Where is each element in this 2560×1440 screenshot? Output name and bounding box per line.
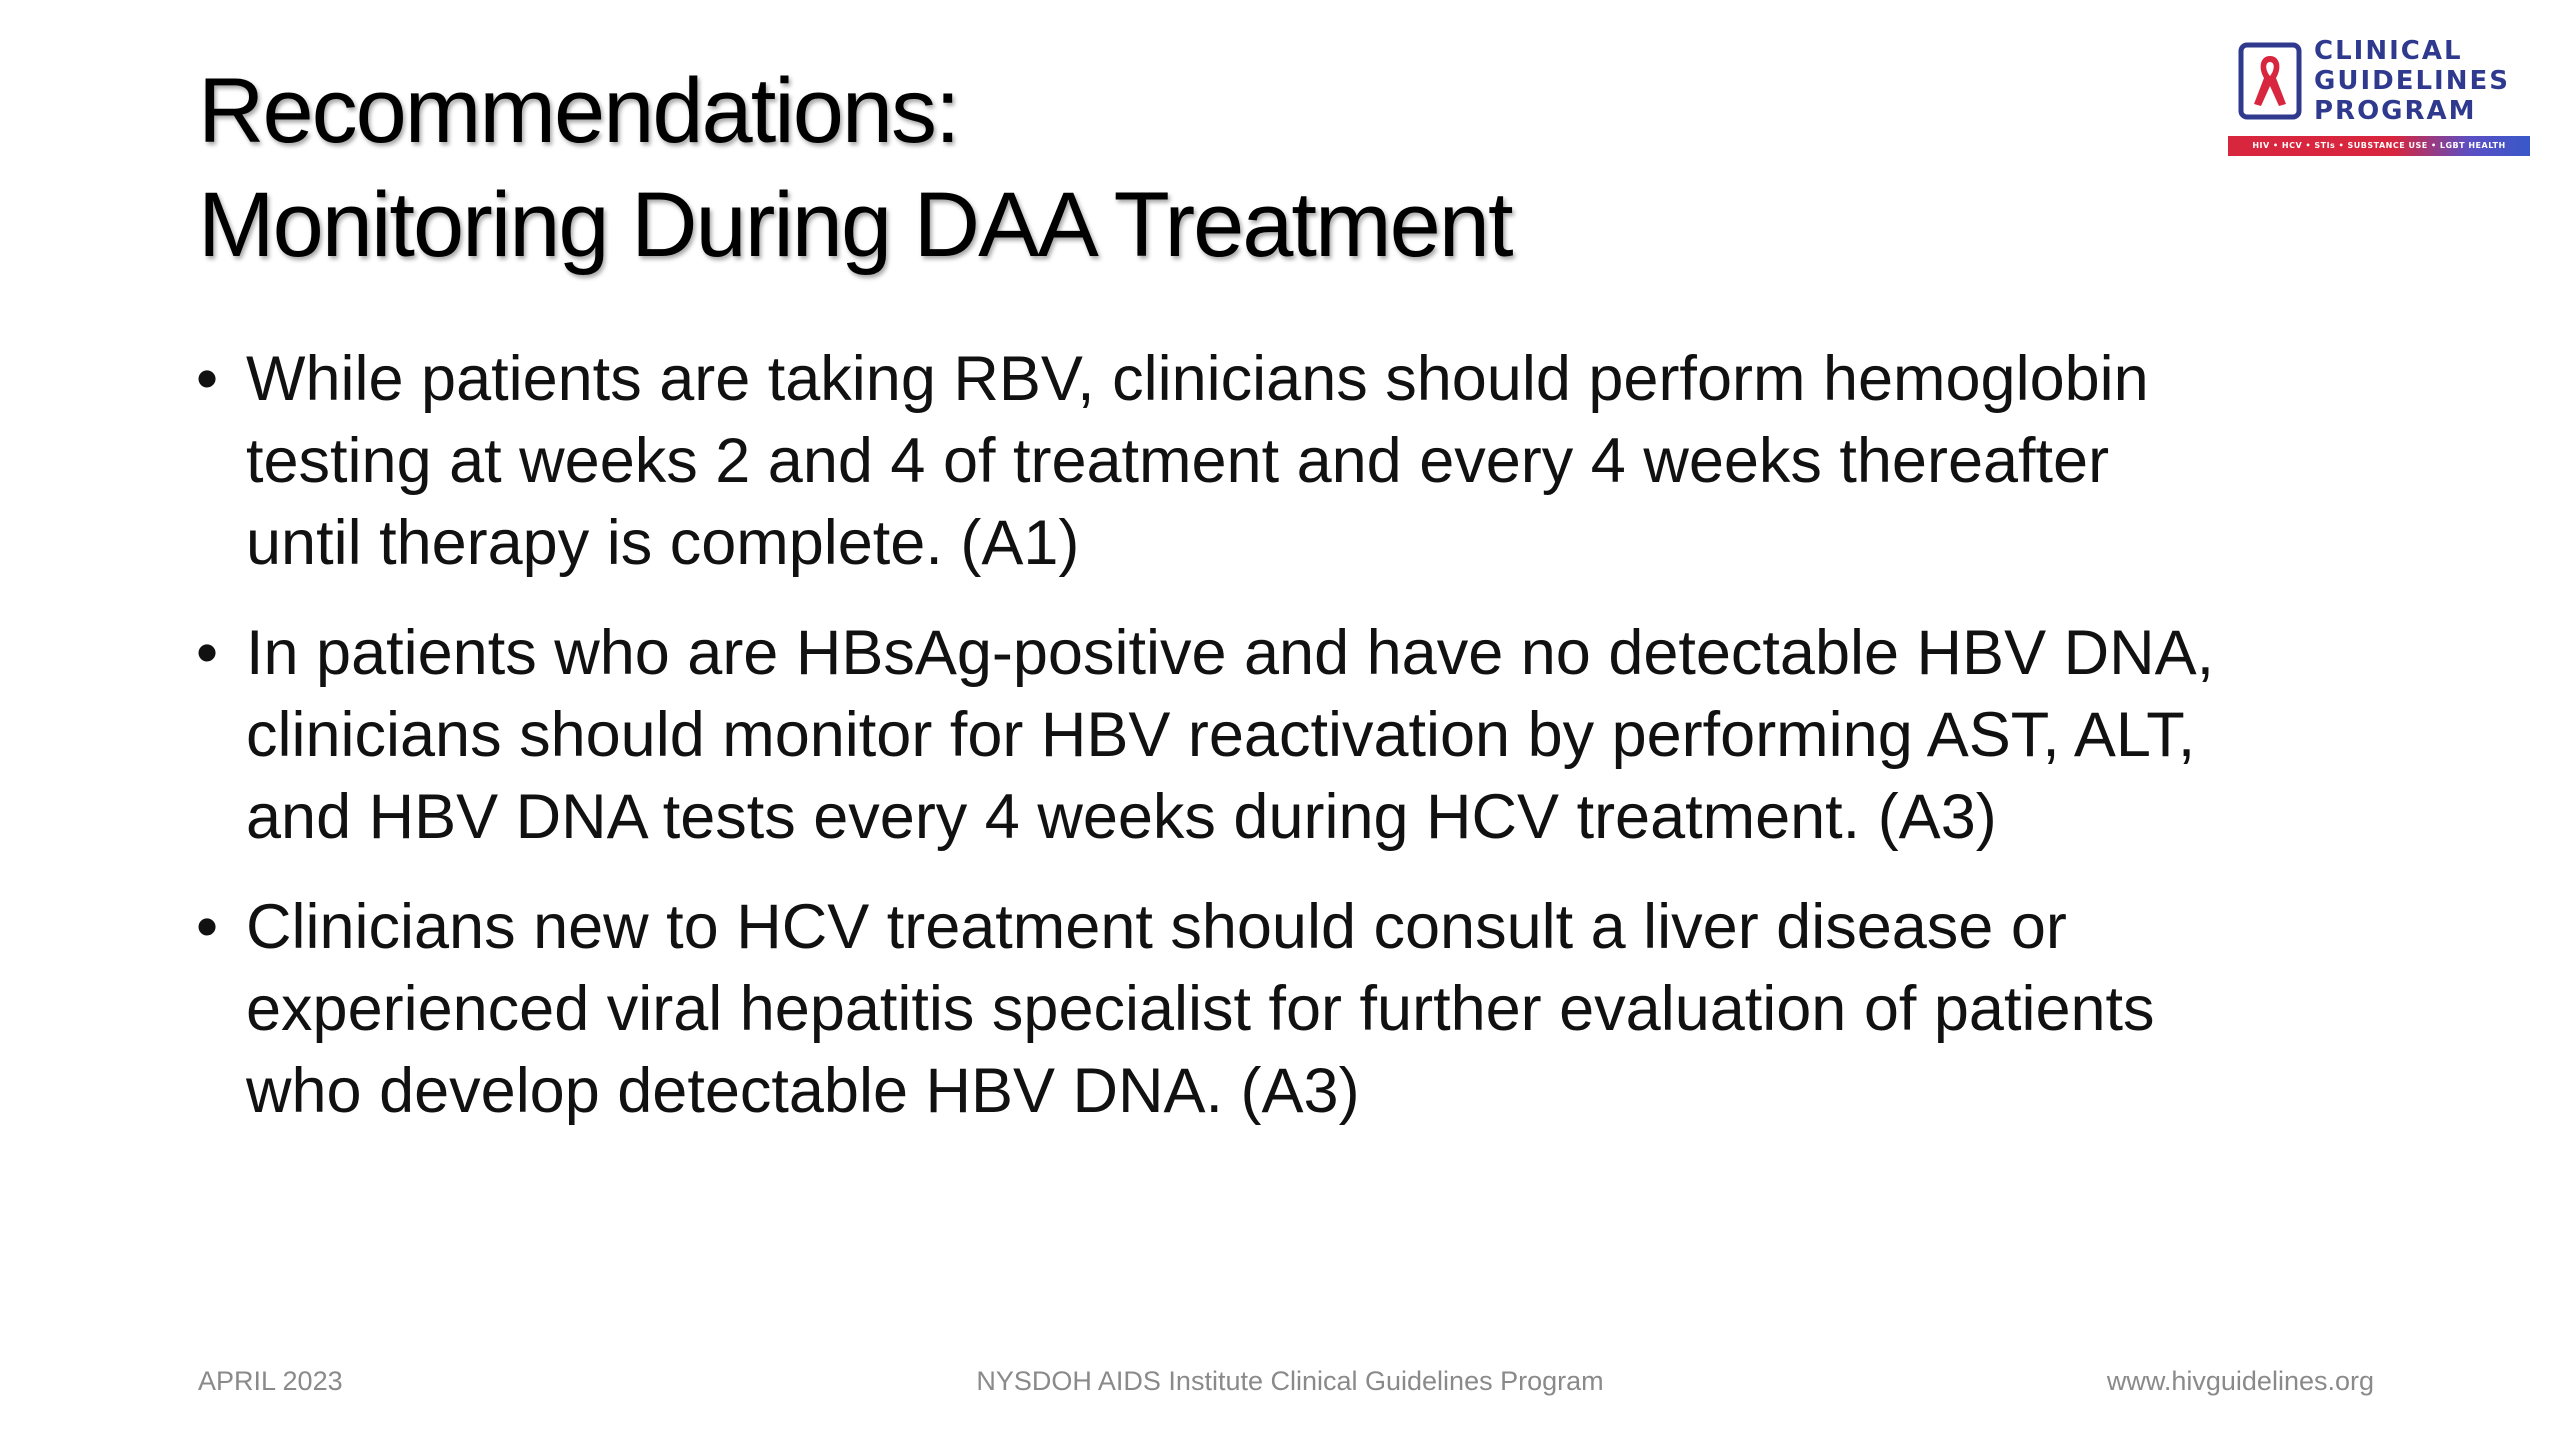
bullet-text-line: Clinicians new to HCV treatment should consult a liver disease or [246, 892, 2067, 962]
bullet-marker: • [196, 618, 219, 688]
bullet-text-line: testing at weeks 2 and 4 of treatment and every 4 weeks thereafter [246, 426, 2110, 496]
clinical-guidelines-program-logo [2228, 36, 2530, 160]
bullet-text-line: until therapy is complete. (A1) [246, 508, 1080, 578]
footer-website: www.hivguidelines.org [2106, 1366, 2374, 1396]
bullet-text-line: who develop detectable HBV DNA. (A3) [246, 1056, 1360, 1126]
bullet-marker: • [196, 892, 219, 962]
logo-tagline: HIV • HCV • STIs • SUBSTANCE USE • LGBT HEALTH [2252, 141, 2506, 150]
bullet-text-line: While patients are taking RBV, clinicians should perform hemoglobin [246, 344, 2149, 414]
slide-title-line-1: Recommendations: [198, 60, 959, 162]
list-item [196, 886, 2396, 1132]
logo-tagline-bar [2228, 136, 2530, 156]
slide-title-line-2: Monitoring During DAA Treatment [198, 174, 1512, 276]
bullet-marker: • [196, 344, 219, 414]
red-ribbon-icon [2238, 42, 2302, 126]
logo-line-3: PROGRAM [2314, 96, 2477, 126]
list-item [196, 612, 2396, 858]
bullet-text-line: and HBV DNA tests every 4 weeks during HCV treatment. (A3) [246, 782, 1997, 852]
slide-title [198, 54, 2098, 282]
footer-program-name: NYSDOH AIDS Institute Clinical Guidelines Program [976, 1366, 1604, 1396]
logo-line-1: CLINICAL [2314, 36, 2463, 66]
bullet-text-line: experienced viral hepatitis specialist for further evaluation of patients [246, 974, 2155, 1044]
bullet-text-line: clinicians should monitor for HBV reactivation by performing AST, ALT, [246, 700, 2196, 770]
bullet-text-line: In patients who are HBsAg-positive and have no detectable HBV DNA, [246, 618, 2215, 688]
footer-date: APRIL 2023 [198, 1366, 343, 1396]
list-item [196, 338, 2396, 584]
logo-line-2: GUIDELINES [2314, 66, 2510, 96]
recommendation-list [196, 338, 2396, 1160]
logo-wordmark [2314, 36, 2530, 126]
